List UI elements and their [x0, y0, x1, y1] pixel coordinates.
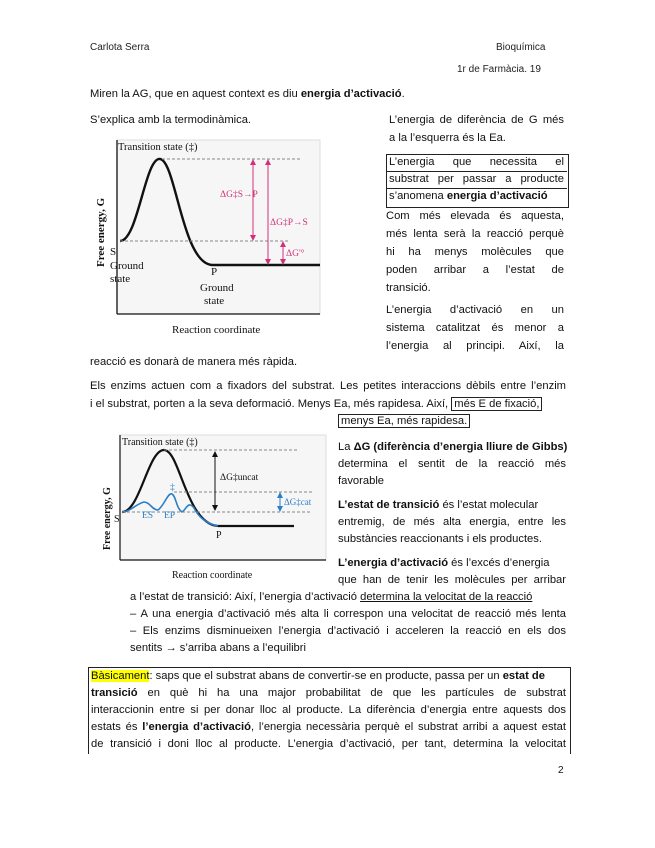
bullet-l4 — [130, 642, 306, 654]
summary-l1 — [91, 670, 545, 682]
summary-l2 — [91, 687, 566, 699]
summary-l4-text: estats és — [91, 721, 143, 733]
definition-box-rule2 — [386, 188, 567, 189]
summary-l2-text: en què hi ha una major probabilitat de que les partícules de substrat — [137, 687, 566, 699]
ts-bold: L’estat de transició — [338, 499, 440, 511]
intro-bold: energia d’activació — [300, 88, 402, 100]
rc-p3-l1: L’energia d’activació en un — [386, 304, 564, 316]
ea-l1-text: és l’excés d’energia — [448, 557, 550, 569]
rc-p2-l1: Com més elevada és aquesta, — [386, 210, 564, 222]
fig1-dg-sp: ΔG‡S→P — [220, 190, 258, 200]
bullet-l4-text: sentits — [130, 642, 166, 654]
dg-l1 — [338, 441, 567, 453]
summary-l1-text: : saps que el substrat abans de convertir-se en producte, passa per un — [149, 670, 503, 682]
summary-l4-bold: l’energia d’activació — [142, 721, 251, 733]
ts-l3: substàncies reaccionants i els productes. — [338, 533, 542, 545]
rc-p2-l2: més lenta serà la reacció perquè — [386, 228, 564, 240]
box-l2: substrat per passar a producte — [389, 173, 564, 185]
summary-l1-bold: estat de — [502, 670, 545, 682]
fig2-dg-cat: ΔG‡cat — [284, 497, 312, 507]
rc-p3-l3: l’energia al principi. Així, la — [386, 340, 564, 352]
ts-l1 — [338, 499, 538, 511]
fig1-ts-label: Transition state (‡) — [118, 142, 198, 153]
fig2-es-label: ES — [142, 511, 154, 521]
enz-l1: Els enzims actuen com a fixadors del substrat. Les petites interaccions dèbils entre l’enzim — [90, 380, 566, 392]
summary-highlight: Bàsicament — [91, 670, 150, 682]
rc-p3-tail: reacció es donarà de manera més ràpida. — [90, 356, 298, 368]
dg-bold: ΔG (diferència d’energia lliure de Gibbs) — [353, 441, 568, 453]
page-number: 2 — [558, 765, 564, 776]
fig2-s-label: S — [114, 514, 120, 525]
ts-l1-text: és l’estat molecular — [439, 499, 539, 511]
rc-p3-l2: sistema catalitzat és menor a — [386, 322, 564, 334]
box-l3 — [389, 190, 548, 202]
summary-l2-bold: transició — [91, 687, 138, 699]
bullet-l1 — [130, 591, 532, 603]
definition-box-rule1 — [386, 171, 567, 172]
summary-l4 — [91, 721, 566, 733]
rc-p2-l3: hi ha menys molècules que — [386, 246, 564, 258]
intro-end: . — [401, 88, 405, 100]
fig1-dg0: ΔG'° — [286, 249, 305, 259]
rc-p1-l1: L’energia de diferència de G més — [389, 114, 564, 126]
box-l3-text: s’anomena — [389, 190, 447, 202]
fig1-y-label: Free energy, G — [95, 197, 107, 267]
fig1-state-label-1: state — [110, 273, 131, 285]
fig1-state-label-2: state — [204, 295, 225, 307]
summary-l3: interaccionin entre si per donar lloc al producte. La diferència d’energia entre aquests dos — [91, 704, 566, 716]
fig1-dg-ps: ΔG‡P→S — [270, 218, 308, 228]
header-course: 1r de Farmàcia. 19 — [457, 64, 541, 75]
dg-l2: determina el sentit de la reacció més — [338, 458, 566, 470]
rc-p1-l2: a la l’esquerra és la Ea. — [389, 132, 506, 144]
rc-p2-l5: transició. — [386, 282, 431, 294]
intro-text: Miren la AG, que en aquest context es diu — [90, 88, 301, 100]
fig2-x-label: Reaction coordinate — [172, 570, 253, 581]
box-l3-bold: energia d’activació — [446, 190, 548, 202]
bullet-l1-underlined: determina la velocitat de la reacció — [360, 591, 533, 603]
fig2-ts-label: Transition state (‡) — [122, 437, 198, 448]
fig2-p-label: P — [216, 530, 222, 541]
arrow-right-icon: → — [165, 642, 177, 654]
fig2-ep-label: EP — [164, 511, 176, 521]
rc-p2-l4: poden arribar a l’estat de — [386, 264, 564, 276]
fig2-y-label: Free energy, G — [102, 487, 113, 550]
bullet-l2: – A una energia d’activació més alta li correspon una velocitat de reacció més lenta — [130, 608, 566, 620]
ts-l2: entremig, de més alta energia, entre les — [338, 516, 566, 528]
dg-pre: La — [338, 441, 354, 453]
fig1-p-label: P — [211, 266, 218, 278]
figure-catalysis-diagram — [98, 432, 330, 584]
fig1-s-label: S — [110, 246, 117, 258]
summary-l5: de transició i doni lloc al producte. L’energia d’activació, per tant, determina la velocitat — [91, 738, 566, 750]
box-l1: L’energia que necessita el — [389, 156, 564, 168]
bullet-l4-end: s’arriba abans a l’equilibri — [176, 642, 306, 654]
dg-l3: favorable — [338, 475, 385, 487]
header-subject: Bioquímica — [496, 42, 546, 53]
fig2-dagger: ‡ — [170, 483, 175, 493]
enz-l2-boxed: més E de fixació, — [451, 397, 542, 411]
ea-l1 — [338, 557, 549, 569]
fig1-x-label: Reaction coordinate — [172, 324, 261, 336]
ea-bold: L’energia d’activació — [338, 557, 449, 569]
bullet-l1-text: a l’estat de transició: Així, l’energia d’activació — [130, 591, 361, 603]
header-author: Carlota Serra — [90, 42, 150, 53]
intro-line — [90, 88, 405, 100]
summary-l4-end: , l’energia necessària perquè el substrat arribi a aquest estat — [250, 721, 566, 733]
figure-energy-diagram — [90, 137, 330, 339]
enz-l2 — [90, 398, 542, 410]
ea-l2: que han de tenir les molècules per arribar — [338, 574, 566, 586]
enz-l2-text: i el substrat, porten a la seva deformació. Menys Ea, més rapidesa. Així, — [90, 398, 452, 410]
enz-l3-boxed: menys Ea, més rapidesa. — [338, 414, 470, 428]
bullet-l3: – Els enzims disminueixen l’energia d’activació i acceleren la reacció en els dos — [130, 625, 566, 637]
fig2-dg-uncat: ΔG‡uncat — [220, 473, 259, 483]
fig1-ground-label-2: Ground — [200, 282, 234, 294]
thermo-line: S’explica amb la termodinàmica. — [90, 114, 252, 126]
fig1-ground-label-1: Ground — [110, 260, 144, 272]
